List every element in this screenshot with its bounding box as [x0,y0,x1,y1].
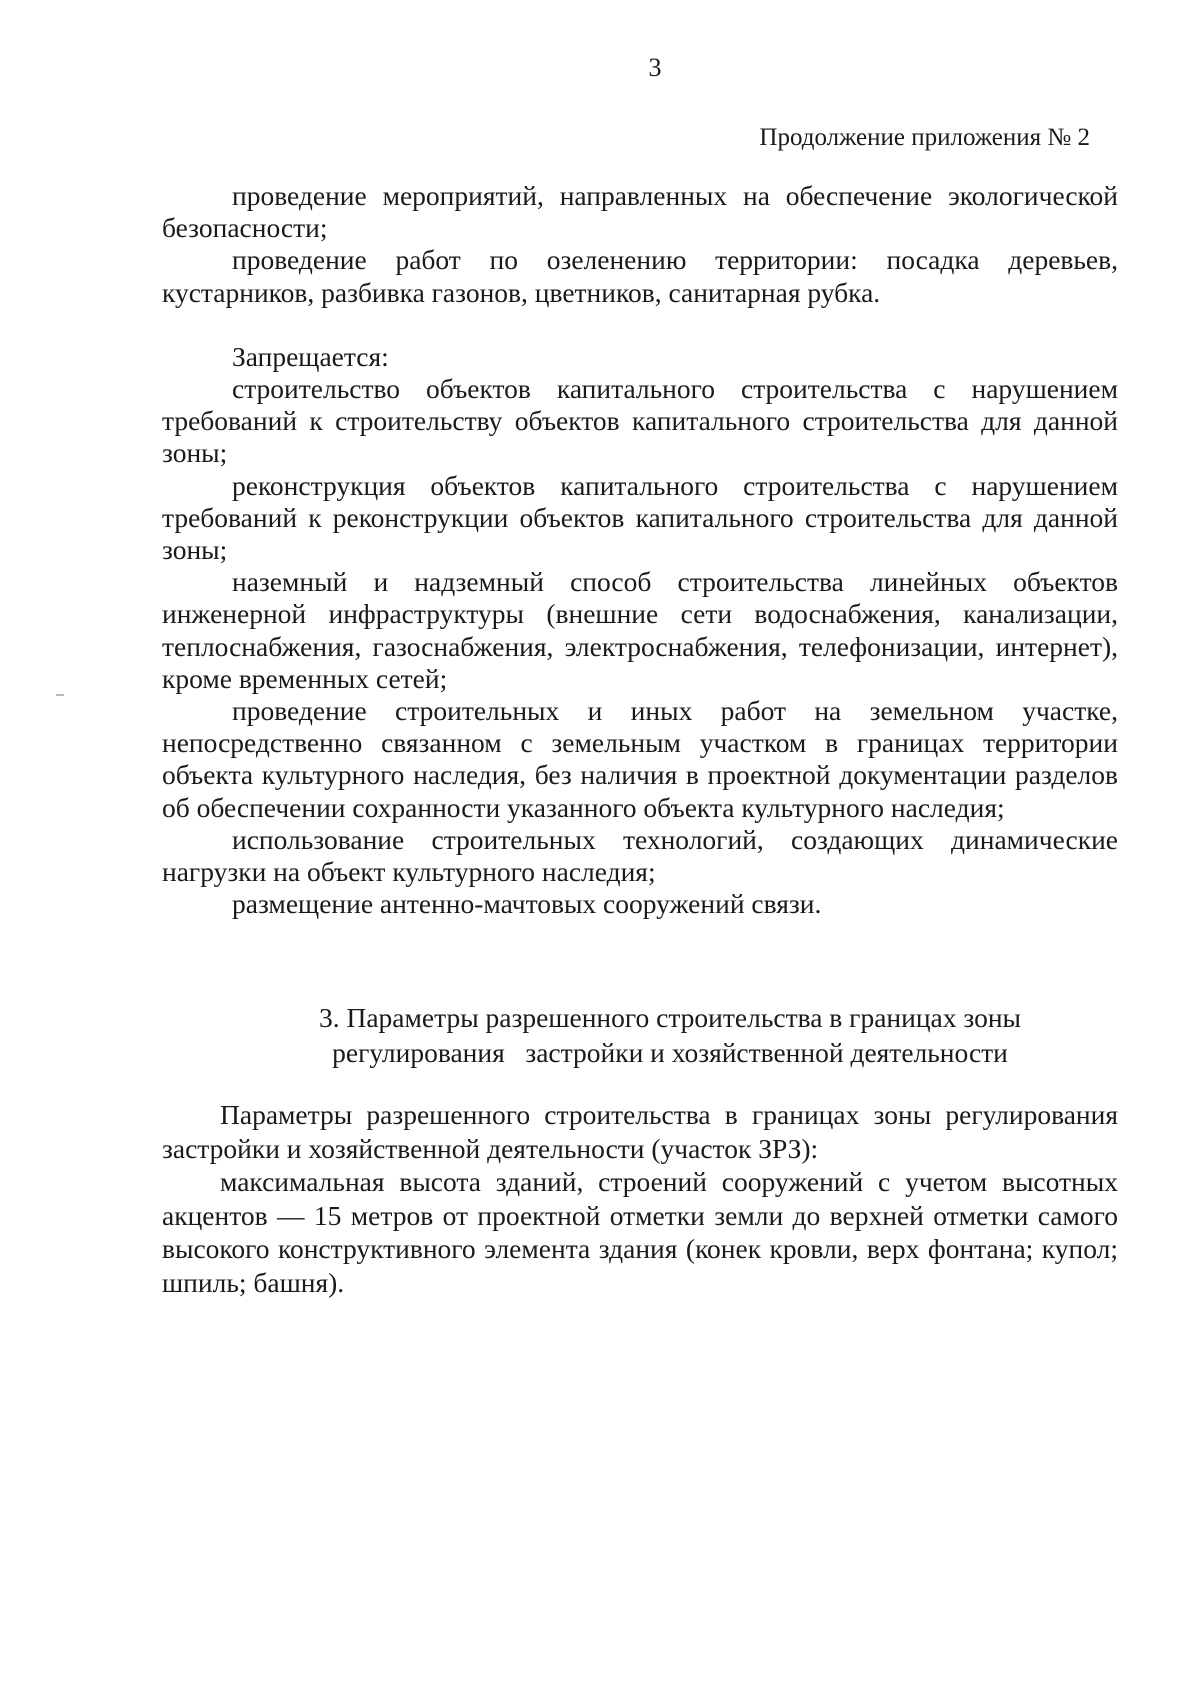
section-heading-line: 3. Параметры разрешенного строительства в границах зоны [318,1002,1022,1033]
section-body [162,1098,1118,1299]
permitted-item: проведение мероприятий, направленных на обеспечение экологической безопасности; [162,180,1118,244]
prohibited-title: Запрещается: [232,340,389,372]
body-text [162,180,1118,920]
prohibited-item: размещение антенно-мачтовых сооружений связи. [232,888,822,920]
section-paragraph: Параметры разрешенного строительства в границах зоны регулирования застройки и хозяйственной деятельности (участок ЗРЗ): [162,1099,1118,1164]
paragraph-gap [162,309,1118,341]
scan-artifact [56,694,64,696]
section-heading [0,1000,1200,1070]
section-heading-line: регулирования застройки и хозяйственной деятельности [332,1037,1008,1068]
prohibited-item: строительство объектов капитального строительства с нарушением требований к строительству объектов капитального строительства для данной зоны; [162,373,1118,469]
header-note: Продолжение приложения № 2 [759,124,1090,151]
page-number: 3 [648,53,662,82]
prohibited-item: проведение строительных и иных работ на земельном участке, непосредственно связанном с земельным участком в границах территории объекта культурного наследия, без наличия в проектной документации разделов об обеспечении сохранности указанного объекта культурного наследия; [162,695,1118,823]
permitted-item: проведение работ по озеленению территории: посадка деревьев, кустарников, разбивка газонов, цветников, санитарная рубка. [162,244,1118,308]
prohibited-item: наземный и надземный способ строительства линейных объектов инженерной инфраструктуры (внешние сети водоснабжения, канализации, теплоснабжения, газоснабжения, электроснабжения, телефонизации, интернет), кроме временных сетей; [162,566,1118,694]
prohibited-item: реконструкция объектов капитального строительства с нарушением требований к реконструкции объектов капитального строительства для данной зоны; [162,469,1118,566]
prohibited-item: использование строительных технологий, создающих динамические нагрузки на объект культурного наследия; [162,823,1118,888]
section-paragraph: максимальная высота зданий, строений сооружений с учетом высотных акцентов — 15 метров от проектной отметки земли до верхней отметки самого высокого конструктивного элемента здания (конек кровли, верх фонтана; купол; шпиль; башня). [162,1166,1118,1298]
